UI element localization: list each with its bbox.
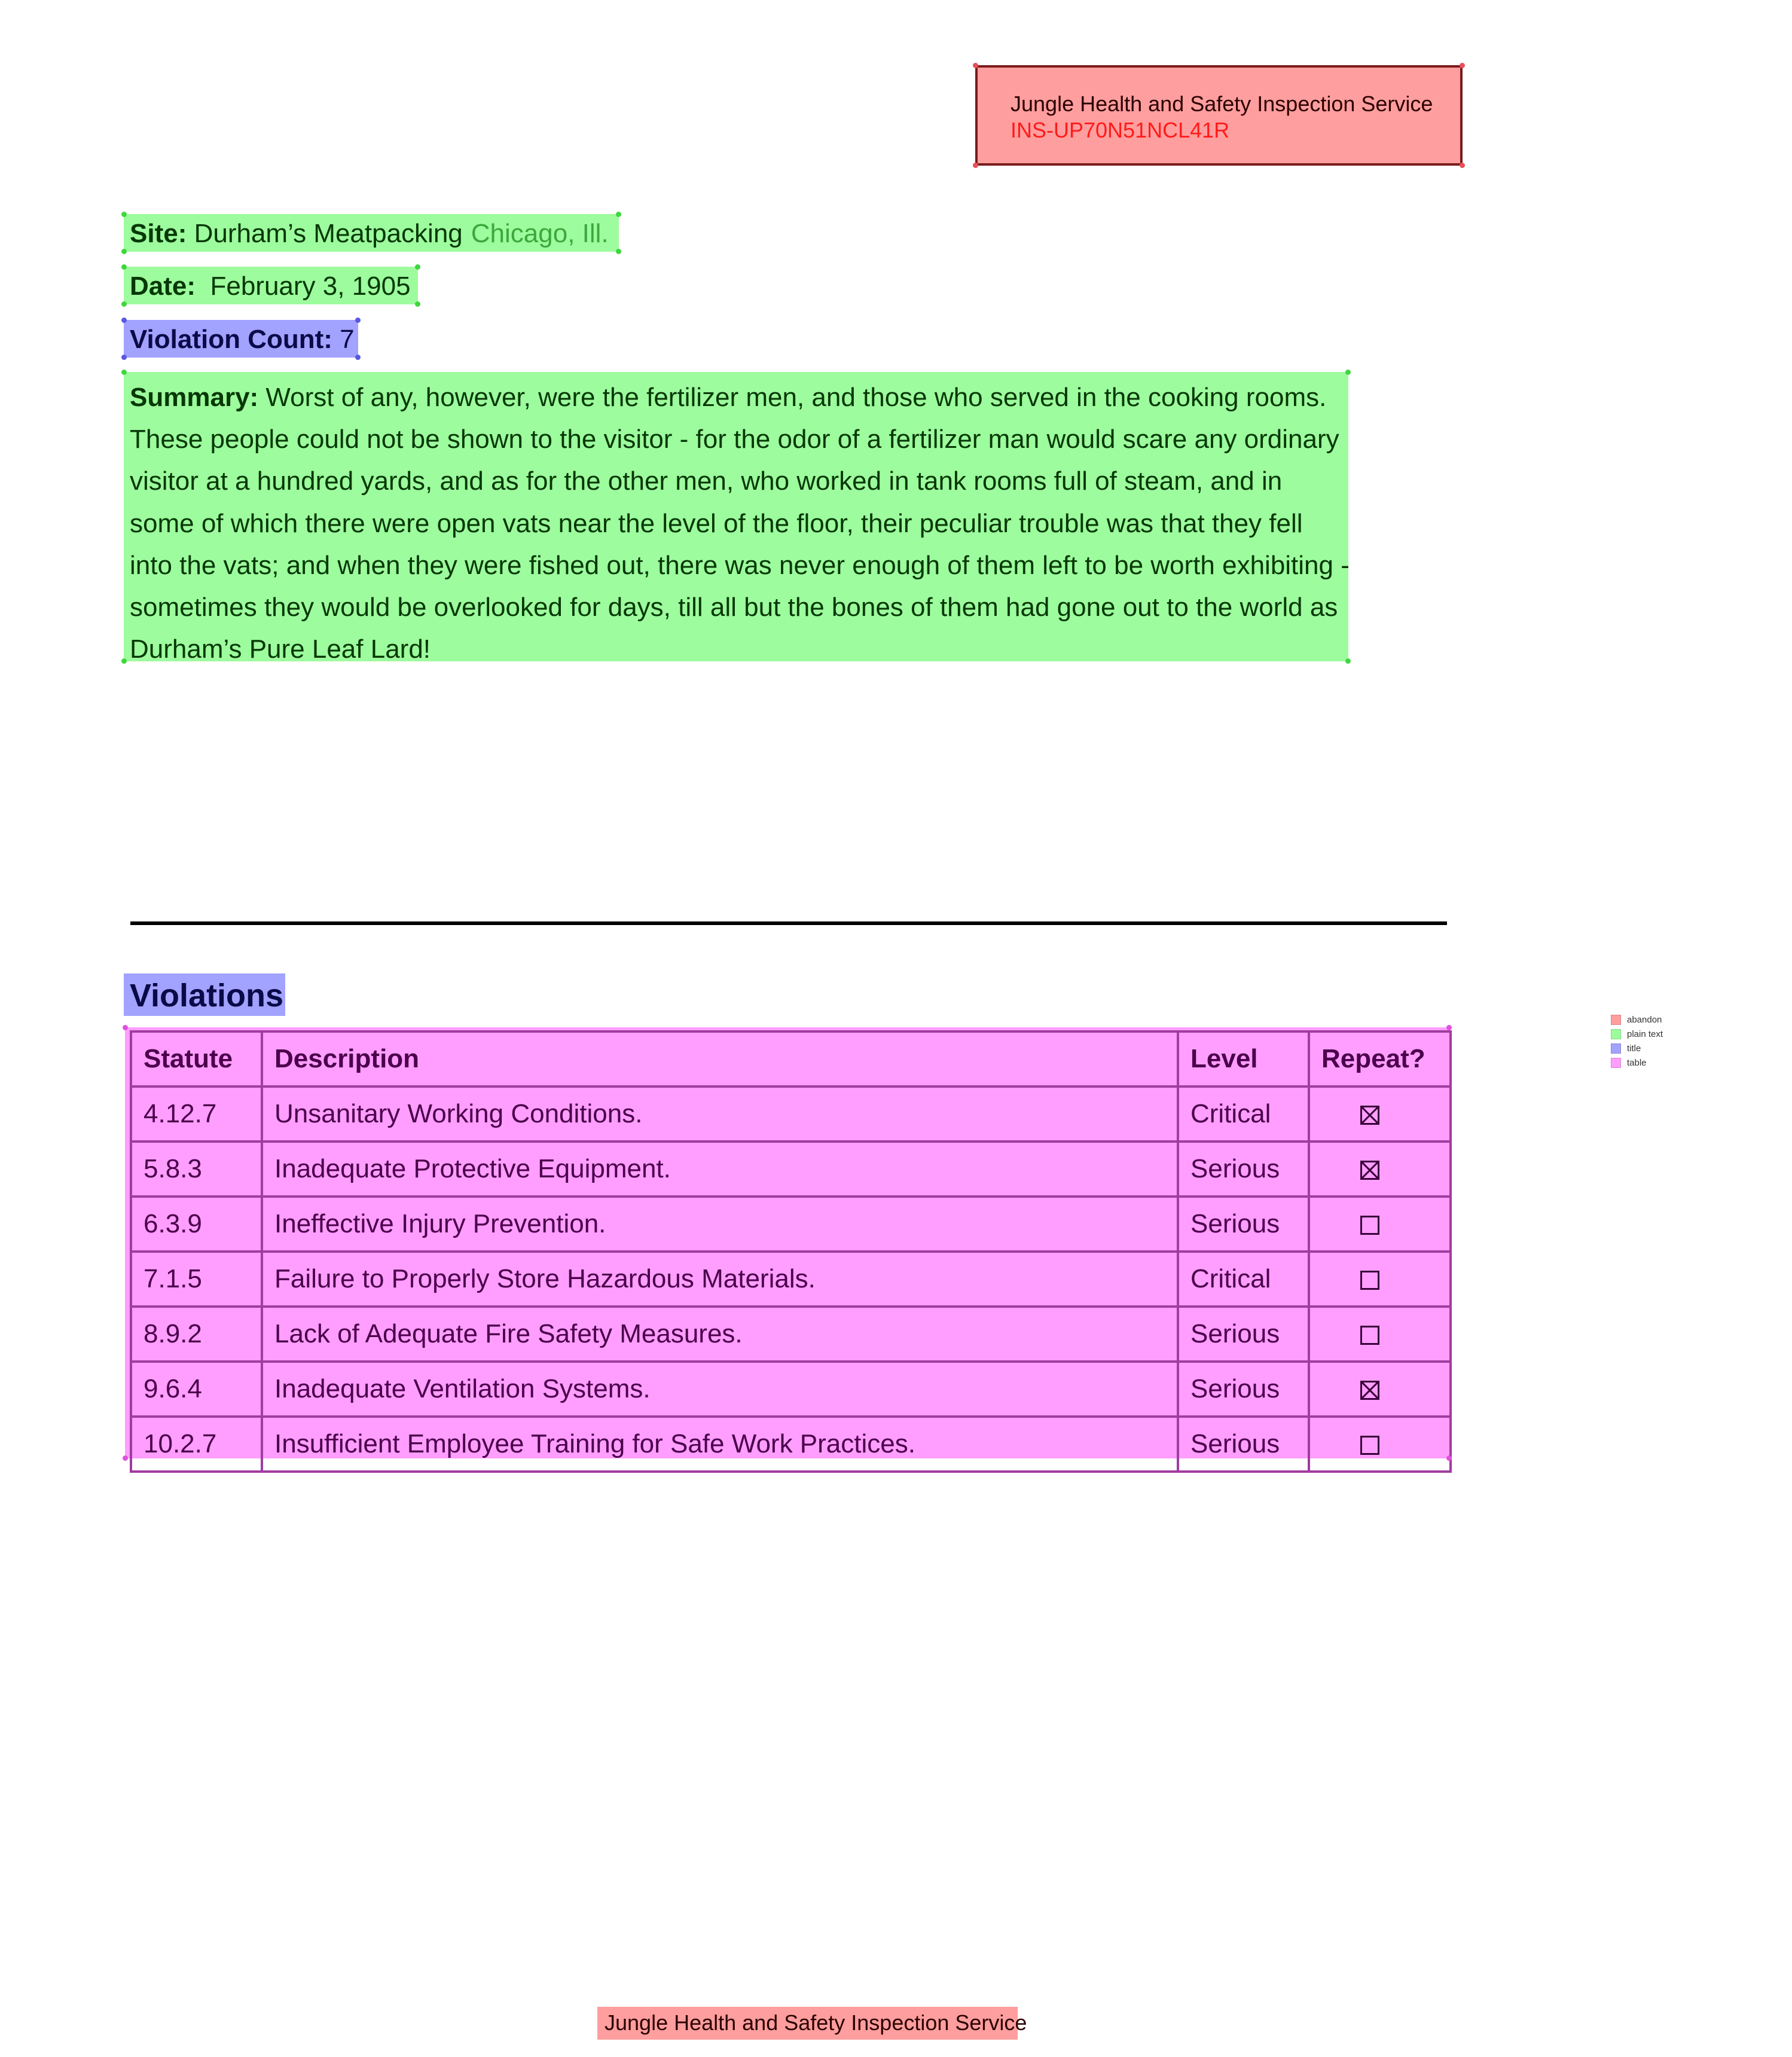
legend-label: title — [1627, 1043, 1641, 1054]
cell-repeat — [1309, 1307, 1451, 1362]
cell-statute: 10.2.7 — [131, 1417, 262, 1472]
legend-label: abandon — [1627, 1014, 1662, 1025]
cell-repeat — [1309, 1417, 1451, 1472]
cell-level: Serious — [1178, 1362, 1309, 1417]
cell-statute: 9.6.4 — [131, 1362, 262, 1417]
inspection-id: INS-UP70N51NCL41R — [1011, 118, 1230, 142]
footer: Jungle Health and Safety Inspection Service — [597, 2007, 1018, 2040]
cell-description: Failure to Properly Store Hazardous Materials. — [262, 1252, 1178, 1307]
cell-repeat — [1309, 1197, 1451, 1252]
cell-description: Insufficient Employee Training for Safe Work Practices. — [262, 1417, 1178, 1472]
cell-repeat — [1309, 1362, 1451, 1417]
site-location: Chicago, Ill. — [471, 219, 609, 248]
legend-item — [1611, 1041, 1663, 1055]
legend-swatch — [1611, 1029, 1621, 1039]
violations-title: Violations — [124, 973, 285, 1016]
cell-statute: 5.8.3 — [131, 1142, 262, 1197]
cell-description: Ineffective Injury Prevention. — [262, 1197, 1178, 1252]
table-row — [131, 1197, 1451, 1252]
legend-swatch — [1611, 1015, 1621, 1025]
violation-count-value: 7 — [340, 325, 355, 354]
cell-statute: 7.1.5 — [131, 1252, 262, 1307]
table-row — [131, 1142, 1451, 1197]
column-header-repeat: Repeat? — [1309, 1031, 1451, 1087]
summary-block — [124, 372, 1350, 664]
unchecked-box-icon — [1360, 1326, 1379, 1345]
cell-statute: 4.12.7 — [131, 1087, 262, 1142]
unchecked-box-icon — [1360, 1436, 1379, 1455]
date-field — [124, 267, 418, 304]
table-header-row — [131, 1031, 1451, 1087]
table-row — [131, 1307, 1451, 1362]
cell-statute: 6.3.9 — [131, 1197, 262, 1252]
cell-description: Inadequate Protective Equipment. — [262, 1142, 1178, 1197]
cell-repeat — [1309, 1142, 1451, 1197]
cell-description: Lack of Adequate Fire Safety Measures. — [262, 1307, 1178, 1362]
legend — [1611, 1012, 1663, 1070]
cell-level: Serious — [1178, 1197, 1309, 1252]
unchecked-box-icon — [1360, 1216, 1379, 1235]
legend-label: table — [1627, 1057, 1647, 1068]
cell-level: Critical — [1178, 1087, 1309, 1142]
table-row — [131, 1087, 1451, 1142]
summary-text: Worst of any, however, were the fertilizer men, and those who served in the cooking rooms. These people could not be shown to the visitor - for the odor of a fertilizer man would scare any ordinary visitor at a hundred yards, and as for the other men, who worked in tank rooms full of steam, and in some of which there were open vats near the level of the floor, their peculiar trouble was that they fell into the vats; and when they were fished out, there was never enough of them left to be worth exhibiting - sometimes they would be overlooked for days, till all but the bones of them had gone out to the world as Durham’s Pure Leaf Lard! — [130, 383, 1350, 664]
site-field — [124, 214, 619, 252]
checked-box-icon — [1360, 1161, 1379, 1180]
date-label: Date: — [130, 271, 196, 301]
cell-level: Serious — [1178, 1417, 1309, 1472]
violation-count — [124, 320, 358, 358]
cell-statute: 8.9.2 — [131, 1307, 262, 1362]
table-row — [131, 1252, 1451, 1307]
legend-item — [1611, 1012, 1663, 1027]
column-header-description: Description — [262, 1031, 1178, 1087]
site-label: Site: — [130, 219, 187, 248]
unchecked-box-icon — [1360, 1271, 1379, 1290]
violations-table-box — [125, 1027, 1449, 1458]
table-row — [131, 1417, 1451, 1472]
cell-repeat — [1309, 1252, 1451, 1307]
cell-description: Unsanitary Working Conditions. — [262, 1087, 1178, 1142]
header-box — [975, 65, 1463, 166]
agency-name: Jungle Health and Safety Inspection Service — [1011, 91, 1433, 116]
cell-repeat — [1309, 1087, 1451, 1142]
summary-label: Summary: — [130, 383, 259, 412]
cell-level: Critical — [1178, 1252, 1309, 1307]
legend-swatch — [1611, 1058, 1621, 1068]
date-value: February 3, 1905 — [210, 271, 411, 301]
column-header-level: Level — [1178, 1031, 1309, 1087]
violations-table — [130, 1030, 1452, 1473]
legend-swatch — [1611, 1043, 1621, 1054]
site-value: Durham’s Meatpacking — [194, 219, 463, 248]
legend-item — [1611, 1027, 1663, 1041]
legend-item — [1611, 1055, 1663, 1070]
violation-count-label: Violation Count: — [130, 325, 332, 354]
checked-box-icon — [1360, 1106, 1379, 1125]
cell-level: Serious — [1178, 1142, 1309, 1197]
cell-level: Serious — [1178, 1307, 1309, 1362]
column-header-statute: Statute — [131, 1031, 262, 1087]
checked-box-icon — [1360, 1381, 1379, 1400]
cell-description: Inadequate Ventilation Systems. — [262, 1362, 1178, 1417]
table-row — [131, 1362, 1451, 1417]
section-divider — [130, 921, 1447, 925]
legend-label: plain text — [1627, 1028, 1663, 1039]
